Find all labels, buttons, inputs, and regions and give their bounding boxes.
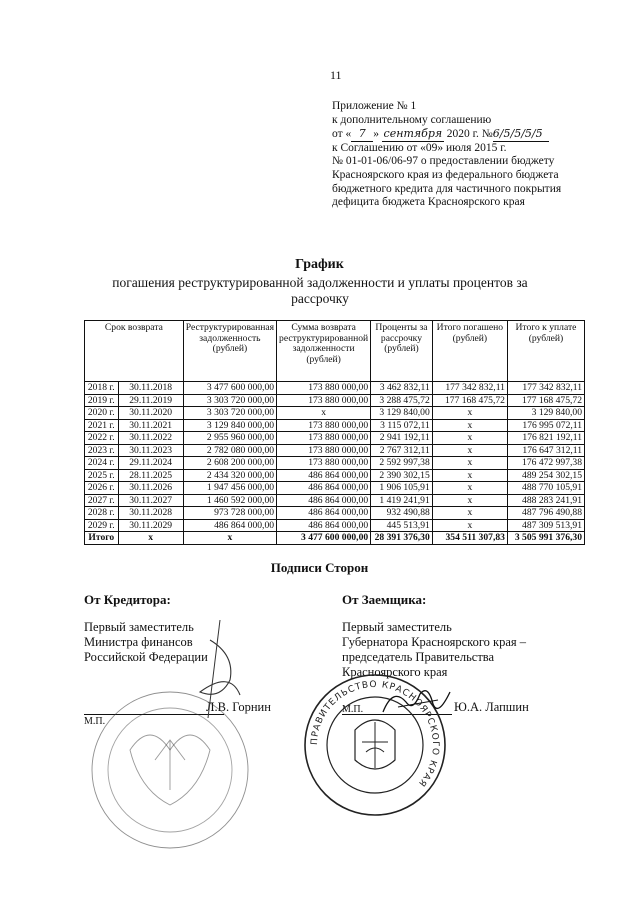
table-cell: 2 434 320 000,00 <box>183 469 276 482</box>
table-cell: 488 770 105,91 <box>507 482 584 495</box>
appendix-line: к дополнительному соглашению <box>332 113 492 126</box>
table-cell: 30.11.2028 <box>118 507 183 520</box>
table-cell: х <box>432 444 507 457</box>
appendix-line: Красноярского края из федерального бюджета <box>332 168 559 181</box>
table-cell: 30.11.2027 <box>118 494 183 507</box>
handwritten-day: 7 <box>351 127 373 142</box>
table-cell: 1 906 105,91 <box>371 482 433 495</box>
table-cell: 3 303 720 000,00 <box>183 407 276 420</box>
table-cell: 488 283 241,91 <box>507 494 584 507</box>
table-cell: 3 288 475,72 <box>371 394 433 407</box>
handwritten-month: сентября <box>383 127 443 141</box>
table-cell: 2 592 997,38 <box>371 457 433 470</box>
table-cell: 3 129 840 000,00 <box>183 419 276 432</box>
table-cell: 486 864 000,00 <box>277 469 371 482</box>
appendix-line: Приложение № 1 <box>332 100 417 112</box>
borrower-position: Первый заместитель Губернатора Красноярского края – председатель Правительства Красноярского края <box>342 620 527 679</box>
table-cell: 2023 г. <box>85 444 119 457</box>
table-cell: х <box>432 507 507 520</box>
table-cell: 3 129 840,00 <box>371 407 433 420</box>
table-cell: 932 490,88 <box>371 507 433 520</box>
table-cell: х <box>432 419 507 432</box>
table-cell: 176 995 072,11 <box>507 419 584 432</box>
handwritten-number: 6/5/5/5/5 <box>493 127 549 142</box>
table-cell: 176 821 192,11 <box>507 432 584 445</box>
table-cell: 177 168 475,72 <box>507 394 584 407</box>
table-total-row <box>85 532 585 545</box>
table-cell: х <box>432 494 507 507</box>
schedule-title: График <box>295 257 344 272</box>
creditor-position: Первый заместитель Министра финансов Российской Федерации <box>84 620 208 664</box>
table-cell: 1 947 456 000,00 <box>183 482 276 495</box>
table-cell: 28 391 376,30 <box>371 532 433 545</box>
table-cell: 2027 г. <box>85 494 119 507</box>
table-cell: 2 941 192,11 <box>371 432 433 445</box>
table-cell: 487 309 513,91 <box>507 519 584 532</box>
table-cell: 28.11.2025 <box>118 469 183 482</box>
table-cell: 486 864 000,00 <box>277 519 371 532</box>
schedule-subtitle: погашения реструктурированной задолженности и уплаты процентов за рассрочку <box>112 275 528 306</box>
table-cell: х <box>432 432 507 445</box>
seal-text: ПРАВИТЕЛЬСТВО КРАСНОЯРСКОГО КРАЯ <box>309 679 441 789</box>
column-header: Итого погашено (рублей) <box>432 321 507 382</box>
table-row <box>85 394 585 407</box>
table-cell: 2021 г. <box>85 419 119 432</box>
table-cell: х <box>432 469 507 482</box>
table-cell: 30.11.2029 <box>118 519 183 532</box>
table-cell: 3 129 840,00 <box>507 407 584 420</box>
appendix-line: бюджетного кредита для частичного покрытия <box>332 182 562 195</box>
appendix-line: к Соглашению от «09» июля 2015 г. <box>332 141 507 154</box>
table-cell: 30.11.2020 <box>118 407 183 420</box>
table-cell: х <box>432 519 507 532</box>
appendix-line: дефицита бюджета Красноярского края <box>332 196 525 209</box>
table-cell: 30.11.2022 <box>118 432 183 445</box>
table-cell: 30.11.2018 <box>118 382 183 395</box>
table-cell: 2029 г. <box>85 519 119 532</box>
table-row <box>85 407 585 420</box>
table-cell: 173 880 000,00 <box>277 382 371 395</box>
table-cell: х <box>183 532 276 545</box>
table-cell: 2025 г. <box>85 469 119 482</box>
table-cell: 173 880 000,00 <box>277 394 371 407</box>
table-cell: 2019 г. <box>85 394 119 407</box>
table-cell: 2 767 312,11 <box>371 444 433 457</box>
column-header: Сумма возврата реструктурированной задолженности (рублей) <box>277 321 371 382</box>
table-row <box>85 469 585 482</box>
signatures-title: Подписи Сторон <box>270 560 369 575</box>
table-cell: 2 782 080 000,00 <box>183 444 276 457</box>
column-header: Срок возврата <box>85 321 184 382</box>
table-cell: 1 460 592 000,00 <box>183 494 276 507</box>
creditor-name: Л.В. Горнин <box>206 700 271 714</box>
table-cell: 173 880 000,00 <box>277 457 371 470</box>
table-cell: 2018 г. <box>85 382 119 395</box>
table-cell: 2020 г. <box>85 407 119 420</box>
borrower-name: Ю.А. Лапшин <box>454 700 529 714</box>
table-cell: 29.11.2019 <box>118 394 183 407</box>
creditor-seal-and-signature <box>60 600 280 860</box>
column-header: Реструктурированная задолженность (рублей) <box>183 321 276 382</box>
table-cell: 177 168 475,72 <box>432 394 507 407</box>
table-cell: 2024 г. <box>85 457 119 470</box>
table-row <box>85 432 585 445</box>
table-cell: 177 342 832,11 <box>507 382 584 395</box>
table-cell: х <box>432 407 507 420</box>
table-row <box>85 482 585 495</box>
table-cell: 486 864 000,00 <box>183 519 276 532</box>
table-cell: 3 303 720 000,00 <box>183 394 276 407</box>
repayment-schedule-table <box>84 320 585 545</box>
appendix-block <box>332 100 632 210</box>
table-cell: х <box>118 532 183 545</box>
table-cell: 29.11.2024 <box>118 457 183 470</box>
table-cell: 2028 г. <box>85 507 119 520</box>
table-cell: 486 864 000,00 <box>277 494 371 507</box>
table-cell: 489 254 302,15 <box>507 469 584 482</box>
table-cell: 445 513,91 <box>371 519 433 532</box>
table-cell: 2026 г. <box>85 482 119 495</box>
creditor-stamp-label: М.П. <box>84 716 106 727</box>
table-cell: 30.11.2023 <box>118 444 183 457</box>
table-cell: 3 462 832,11 <box>371 382 433 395</box>
table-cell: Итого <box>85 532 119 545</box>
table-cell: 177 342 832,11 <box>432 382 507 395</box>
table-cell: 486 864 000,00 <box>277 507 371 520</box>
table-cell: 173 880 000,00 <box>277 419 371 432</box>
table-cell: 176 472 997,38 <box>507 457 584 470</box>
table-row <box>85 494 585 507</box>
table-cell: 173 880 000,00 <box>277 444 371 457</box>
column-header: Проценты за рассрочку (рублей) <box>371 321 433 382</box>
table-cell: 3 505 991 376,30 <box>507 532 584 545</box>
table-row <box>85 457 585 470</box>
table-cell: 176 647 312,11 <box>507 444 584 457</box>
table-row <box>85 519 585 532</box>
table-cell: 30.11.2021 <box>118 419 183 432</box>
column-header: Итого к уплате (рублей) <box>507 321 584 382</box>
table-cell: 2022 г. <box>85 432 119 445</box>
table-cell: 30.11.2026 <box>118 482 183 495</box>
table-cell: 486 864 000,00 <box>277 482 371 495</box>
table-cell: 973 728 000,00 <box>183 507 276 520</box>
table-cell: х <box>432 482 507 495</box>
table-cell: 1 419 241,91 <box>371 494 433 507</box>
table-cell: 3 477 600 000,00 <box>277 532 371 545</box>
table-row <box>85 507 585 520</box>
table-cell: 2 955 960 000,00 <box>183 432 276 445</box>
table-row <box>85 444 585 457</box>
table-cell: 487 796 490,88 <box>507 507 584 520</box>
table-cell: 2 390 302,15 <box>371 469 433 482</box>
creditor-heading: От Кредитора: <box>84 592 171 607</box>
table-cell: 3 115 072,11 <box>371 419 433 432</box>
borrower-signature-icon <box>378 682 458 722</box>
table-row <box>85 419 585 432</box>
borrower-stamp-label: М.П. <box>342 704 364 715</box>
table-cell: 354 511 307,83 <box>432 532 507 545</box>
table-cell: 2 608 200 000,00 <box>183 457 276 470</box>
appendix-line: № 01-01-06/06-97 о предоставлении бюджету <box>332 155 555 168</box>
appendix-date-line: от « 7 » сентября 2020 г. №6/5/5/5/5 <box>332 127 632 142</box>
table-row <box>85 382 585 395</box>
table-cell: 3 477 600 000,00 <box>183 382 276 395</box>
table-cell: 173 880 000,00 <box>277 432 371 445</box>
table-cell: х <box>277 407 371 420</box>
table-header-row <box>85 321 585 382</box>
borrower-heading: От Заемщика: <box>342 592 427 607</box>
table-cell: х <box>432 457 507 470</box>
page-number: 11 <box>330 68 342 82</box>
